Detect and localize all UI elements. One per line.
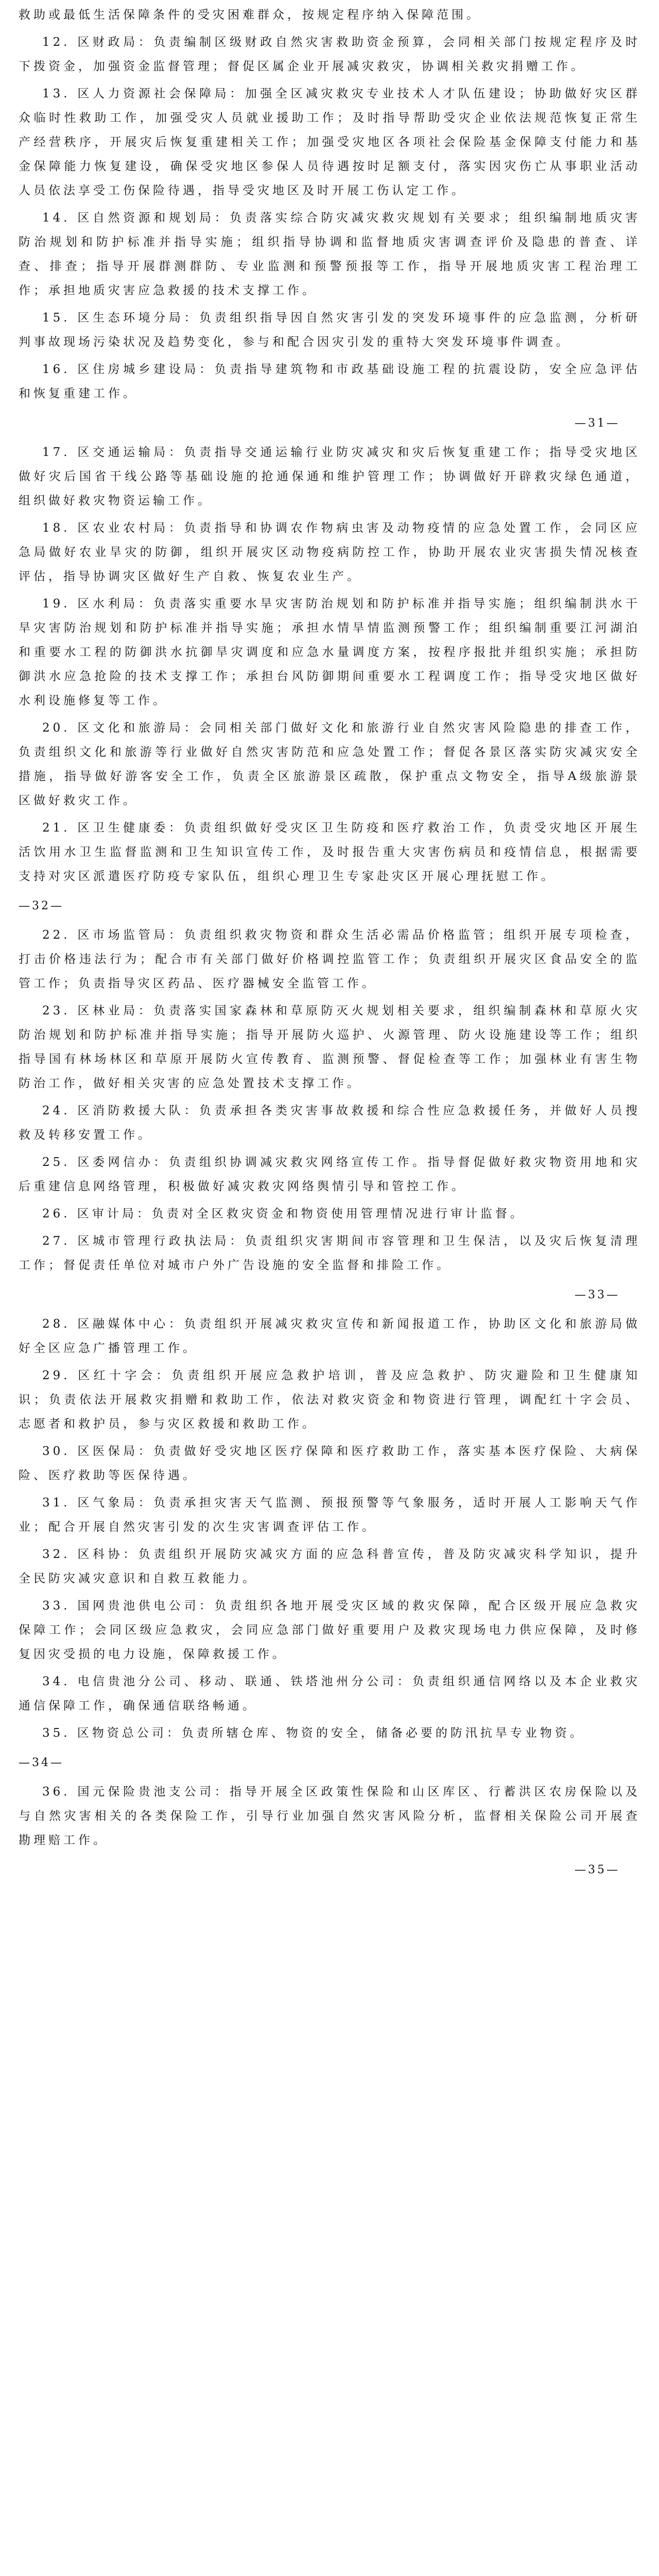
paragraph: 29. 区红十字会：负责组织开展应急救护培训，普及应急救护、防灾避险和卫生健康知识；负责依法开展救灾捐赠和救助工作，依法对救灾资金和物资进行管理，调配红十字会员、志愿者和救护员，参与灾区救援和救助工作。: [19, 1369, 640, 1431]
page-number: —35—: [575, 1863, 620, 1876]
paragraph: 32. 区科协：负责组织开展防灾减灾方面的应急科普宣传，普及防灾减灾科学知识，提升全民防灾减灾意识和自救互救能力。: [19, 1548, 640, 1585]
paragraph: 20. 区文化和旅游局：会同相关部门做好文化和旅游行业自然灾害风险隐患的排查工作，负责组织文化和旅游等行业做好自然灾害防范和应急处置工作；督促各景区落实防灾减灾安全措施，指导做好游客安全工作，负责全区旅游景区疏散，保护重点文物安全，指导A级旅游景区做好救灾工作。: [19, 721, 640, 807]
paragraph: 27. 区城市管理行政执法局：负责组织灾害期间市容管理和卫生保洁，以及灾后恢复清理工作；督促责任单位对城市户外广告设施的安全监督和排险工作。: [19, 1234, 640, 1272]
paragraph: 21. 区卫生健康委：负责组织做好受灾区卫生防疫和医疗救治工作，负责受灾地区开展生活饮用水卫生监督监测和卫生知识宣传工作，及时报告重大灾害伤病员和疫情信息，根据需要支持对灾区派遣医疗防疫专家队伍，组织心理卫生专家赴灾区开展心理抚慰工作。: [19, 821, 640, 883]
paragraph: 16. 区住房城乡建设局：负责指导建筑物和市政基础设施工程的抗震设防，安全应急评估和恢复重建工作。: [19, 363, 640, 400]
paragraph: 36. 国元保险贵池支公司：指导开展全区政策性保险和山区库区、行蓄洪区农房保险以及与自然灾害相关的各类保险工作，引导行业加强自然灾害风险分析，监督相关保险公司开展查勘理赔工作。: [19, 1785, 640, 1847]
page-number: —32—: [19, 900, 64, 912]
paragraph: 35. 区物资总公司：负责所辖仓库、物资的安全，储备必要的防汛抗旱专业物资。: [42, 1726, 585, 1740]
paragraph: 18. 区农业农村局：负责指导和协调农作物病虫害及动物疫情的应急处置工作，会同区应急局做好农业旱灾的防御，组织开展灾区动物疫病防控工作，协助开展农业灾害损失情况核查评估，指导协调灾区做好生产自救、恢复农业生产。: [19, 521, 640, 583]
paragraph: 15. 区生态环境分局：负责组织指导因自然灾害引发的突发环境事件的应急监测，分析研判事故现场污染状况及趋势变化，参与和配合因灾引发的重特大突发环境事件调查。: [19, 311, 640, 349]
paragraph: 13. 区人力资源社会保障局：加强全区减灾救灾专业技术人才队伍建设；协助做好灾区群众临时性救助工作，加强受灾人员就业援助工作；及时指导帮助受灾企业依法规范恢复正常生产经营秩序，开展灾后恢复重建相关工作；加强受灾地区各项社会保险基金保障支付能力和基金保障能力恢复建设，确保受灾地区参保人员待遇按时足额支付，落实因灾伤亡从事职业活动人员依法享受工伤保险待遇，指导受灾地区及时开展工伤认定工作。: [19, 87, 640, 197]
paragraph: 22. 区市场监管局：负责组织救灾物资和群众生活必需品价格监管；组织开展专项检查，打击价格违法行为；配合市有关部门做好价格调控监管工作；负责组织开展灾区食品安全的监管工作；负责指导灾区药品、医疗器械安全监管工作。: [19, 928, 640, 990]
paragraph: 28. 区融媒体中心：负责组织开展减灾救灾宣传和新闻报道工作，协助区文化和旅游局做好全区应急广播管理工作。: [19, 1317, 640, 1355]
paragraph: 14. 区自然资源和规划局：负责落实综合防灾减灾救灾规划有关要求；组织编制地质灾害防治规划和防护标准并指导实施；组织指导协调和监督地质灾害调查评价及隐患的普查、详查、排查；指导开展群测群防、专业监测和预警预报等工作，指导开展地质灾害工程治理工作；承担地质灾害应急救援的技术支撑工作。: [19, 211, 640, 297]
paragraph: 12. 区财政局：负责编制区级财政自然灾害救助资金预算，会同相关部门按规定程序及时下拨资金，加强资金监督管理；督促区属企业开展减灾救灾，协调相关救灾捐赠工作。: [19, 36, 640, 73]
paragraph: 30. 区医保局：负责做好受灾地区医疗保障和医疗救助工作，落实基本医疗保险、大病保险、医疗救助等医保待遇。: [19, 1445, 640, 1482]
paragraph: 26. 区审计局：负责对全区救灾资金和物资使用管理情况进行审计监督。: [42, 1207, 525, 1221]
paragraph: 33. 国网贵池供电公司：负责组织各地开展受灾区域的救灾保障，配合区级开展应急救灾保障工作；会同区级应急救灾，会同应急部门做好重要用户及救灾现场电力供应保障，及时修复因灾受损的电力设施，保障救援工作。: [19, 1599, 640, 1661]
paragraph: 19. 区水利局：负责落实重要水旱灾害防治规划和防护标准并指导实施；组织编制洪水干旱灾害防治规划和防护标准并指导实施；承担水情旱情监测预警工作；组织编制重要江河湖泊和重要水工程的防御洪水抗御旱灾调度和应急水量调度方案，按程序报批并组织实施；承担防御洪水应急抢险的技术支撑工作；承担台风防御期间重要水工程调度工作；指导受灾地区做好水利设施修复等工作。: [19, 597, 640, 707]
paragraph: 17. 区交通运输局：负责指导交通运输行业防灾减灾和灾后恢复重建工作；指导受灾地区做好灾后国省干线公路等基础设施的抢通保通和维护管理工作；协调做好开辟救灾绿色通道，组织做好救灾物资运输工作。: [19, 446, 640, 507]
paragraph: 31. 区气象局：负责承担灾害天气监测、预报预警等气象服务，适时开展人工影响天气作业；配合开展自然灾害引发的次生灾害调查评估工作。: [19, 1496, 640, 1534]
paragraph: 34. 电信贵池分公司、移动、联通、铁塔池州分公司：负责组织通信网络以及本企业救灾通信保障工作，确保通信联络畅通。: [19, 1675, 640, 1713]
paragraph: 23. 区林业局：负责落实国家森林和草原防灭火规划相关要求，组织编制森林和草原火灾防治规划和防护标准并指导实施；指导开展防火巡护、火源管理、防火设施建设等工作；组织指导国有林场林区和草原开展防火宣传教育、监测预警、督促检查等工作；加强林业有害生物防治工作，做好相关灾害的应急处置技术支撑工作。: [19, 1004, 640, 1090]
page-number: —33—: [575, 1289, 620, 1301]
page-number: —34—: [19, 1756, 64, 1769]
paragraph: 24. 区消防救援大队：负责承担各类灾害事故救援和综合性应急救援任务，并做好人员搜救及转移安置工作。: [19, 1104, 640, 1142]
page-number: —31—: [575, 417, 620, 430]
paragraph: 25. 区委网信办：负责组织协调减灾救灾网络宣传工作。指导督促做好救灾物资用地和灾后重建信息网络管理，积极做好减灾救灾网络舆情引导和管控工作。: [19, 1156, 640, 1193]
paragraph: 救助或最低生活保障条件的受灾困难群众，按规定程序纳入保障范围。: [19, 8, 481, 22]
